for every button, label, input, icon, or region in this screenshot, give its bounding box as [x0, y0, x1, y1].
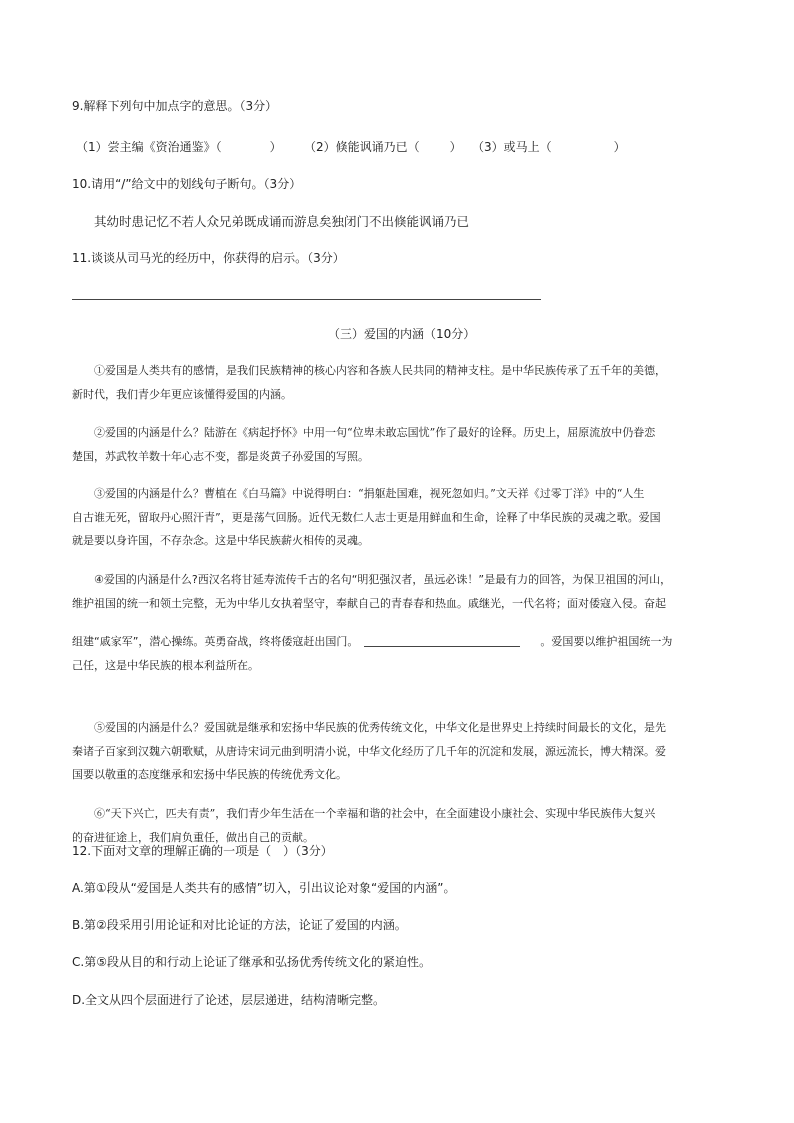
- q9-item3: [472, 139, 626, 155]
- p4-fill-blank[interactable]: [364, 634, 520, 647]
- p1-line1: ①爱国是人类共有的感情，是我们民族精神的核心内容和各族人民共同的精神支柱。是中华民族传承了五千年的美德，: [94, 364, 666, 377]
- q9-item3-close: ）: [613, 140, 626, 154]
- q9-item2-text: （2）倏能讽诵乃已（: [304, 140, 420, 154]
- p5-line3: 国要以敬重的态度继承和宏扬中华民族的传统优秀文化。: [72, 768, 347, 781]
- q10-title: 10.请用“/”给文中的划线句子断句。（3分）: [72, 177, 302, 191]
- p4-line4: 己任，这是中华民族的根本利益所在。: [72, 659, 259, 672]
- q12-title: 12.下面对文章的理解正确的一项是（ ）（3分）: [72, 844, 333, 858]
- p6-line1: ⑥“天下兴亡，匹夫有责”，我们青少年生活在一个幸福和谐的社会中，在全面建设小康社会、实现中华民族伟大复兴: [94, 807, 656, 820]
- q12-option-b[interactable]: B.第②段采用引用论证和对比论证的方法，论证了爱国的内涵。: [72, 918, 407, 932]
- p4-line3-text: 组建“戚家军”，潜心操练。英勇奋战，终将倭寇赶出国门。: [72, 635, 359, 648]
- p2-line2: 楚国，苏武牧羊数十年心志不变，都是炎黄子孙爱国的写照。: [72, 450, 369, 463]
- q9-item1-close: ）: [269, 140, 282, 154]
- q9-item2: [304, 139, 462, 155]
- q10-sentence: 其幼时患记忆不若人众兄弟既成诵而游息矣独闭门不出倏能讽诵乃已: [94, 214, 470, 229]
- p1-line2: 新时代，我们青少年更应该懂得爱国的内涵。: [72, 388, 292, 401]
- p2-line1: ②爱国的内涵是什么？陆游在《病起抒怀》中用一句“位卑未敢忘国忧”作了最好的诠释。历史上，屈原流放中仍眷恋: [94, 426, 656, 439]
- q9-item3-text: （3）或马上（: [472, 140, 552, 154]
- p3-line2: 自古谁无死，留取丹心照汗青”，更是荡气回肠。近代无数仁人志士更是用鲜血和生命，诠释了中华民族的灵魂之歌。爱国: [72, 511, 661, 524]
- p5-line1: ⑤爱国的内涵是什么？爱国就是继承和宏扬中华民族的优秀传统文化，中华文化是世界史上持续时间最长的文化，是先: [94, 721, 666, 734]
- q9-item1-text: （1）尝主编《资治通鉴》（: [76, 140, 222, 154]
- p6-line2: 的奋进征途上，我们肩负重任，做出自己的贡献。: [72, 831, 314, 844]
- q11-answer-line[interactable]: [72, 299, 541, 300]
- p4-line3-tail: 。爱国要以维护祖国统一为: [540, 635, 673, 648]
- q11-title: 11.谈谈从司马光的经历中，你获得的启示。（3分）: [72, 251, 345, 265]
- q12-option-d[interactable]: D.全文从四个层面进行了论述，层层递进，结构清晰完整。: [72, 993, 386, 1007]
- q9-title: 9.解释下列句中加点字的意思。（3分）: [72, 99, 278, 113]
- q9-item2-close: ）: [449, 140, 462, 154]
- p3-line3: 就是要以身许国，不存杂念。这是中华民族薪火相传的灵魂。: [72, 534, 369, 547]
- p5-line2: 秦诸子百家到汉魏六朝歌赋，从唐诗宋词元曲到明清小说，中华文化经历了几千年的沉淀和发展，源远流长，博大精深。爱: [72, 745, 666, 758]
- q12-option-a[interactable]: A.第①段从“爱国是人类共有的感情”切入，引出议论对象“爱国的内涵”。: [72, 881, 456, 895]
- p3-line1: ③爱国的内涵是什么？曹植在《白马篇》中说得明白：“捐躯赴国难，视死忽如归。”文天祥《过零丁洋》中的“人生: [94, 487, 645, 500]
- section3-title: （三）爱国的内涵（10分）: [328, 327, 476, 341]
- p4-line3: [72, 634, 672, 650]
- p4-line1: ④爱国的内涵是什么?西汉名将甘延寿流传千古的名句“明犯强汉者，虽远必诛！”是最有力的回答，为保卫祖国的河山，: [94, 573, 672, 586]
- q12-option-c[interactable]: C.第⑤段从目的和行动上论证了继承和弘扬优秀传统文化的紧迫性。: [72, 955, 431, 969]
- q9-item1: [76, 139, 282, 155]
- p4-line2: 维护祖国的统一和领土完整，无为中华儿女执着坚守，奉献自己的青春春和热血。戚继光，一代名将；面对倭寇入侵。奋起: [72, 597, 666, 610]
